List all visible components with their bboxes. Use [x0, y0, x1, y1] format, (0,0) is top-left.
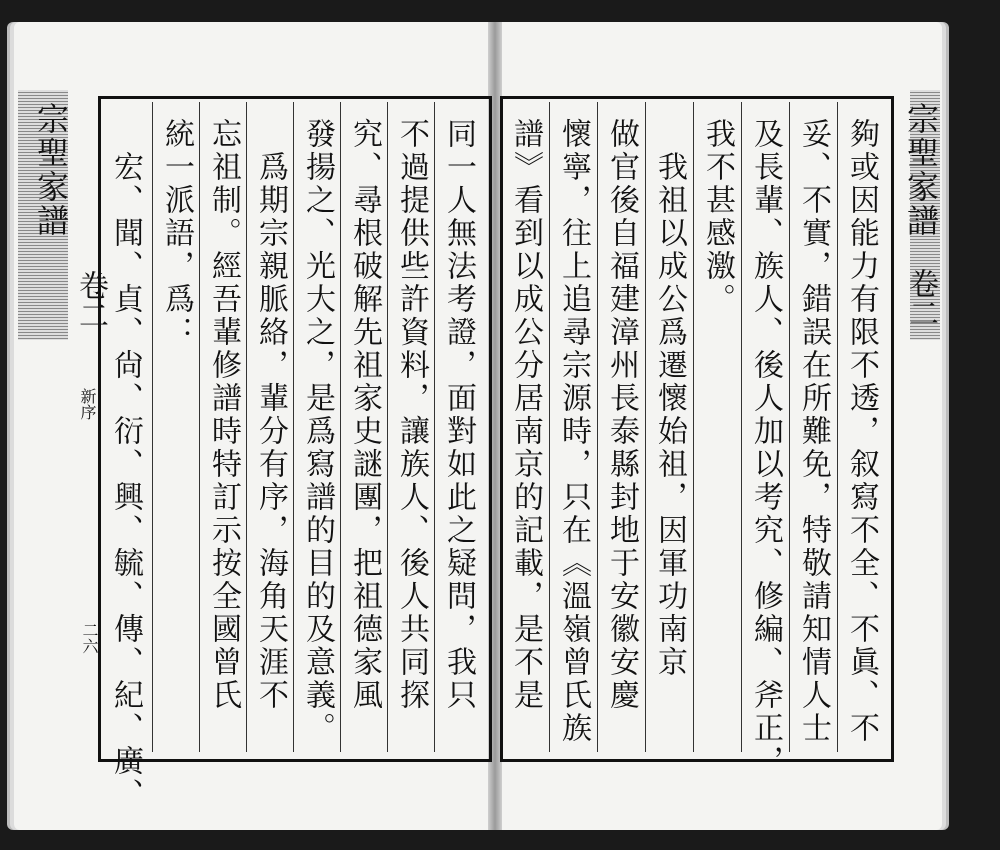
column-rule: [597, 102, 598, 752]
column-rule: [741, 102, 742, 752]
left-text-column-1: 同一人無法考證，面對如此之疑問，我只: [441, 118, 476, 712]
column-rule: [434, 102, 435, 752]
right-text-column-2: 妥、不實，錯誤在所難免，特敬請知情人士: [796, 118, 831, 745]
column-rule: [837, 102, 838, 752]
right-text-column-8: 譜》看到以成公分居南京的記載，是不是: [508, 118, 543, 712]
left-text-column-4: 發揚之、光大之，是爲寫譜的目的及意義。: [300, 118, 335, 745]
column-rule: [293, 102, 294, 752]
right-margin-title: 宗聖家譜: [902, 102, 940, 238]
left-section-label: 新序: [78, 388, 97, 420]
left-text-column-7: 統一派語，爲：: [159, 118, 194, 349]
left-text-column-5: 爲期宗親脈絡，輩分有序，海角天涯不: [253, 118, 288, 712]
right-text-column-3: 及長輩、族人、後人加以考究、修編、斧正，: [748, 118, 783, 778]
left-text-frame: [98, 96, 492, 762]
column-rule: [645, 102, 646, 752]
right-text-column-1: 夠或因能力有限不透，叙寫不全、不眞、不: [844, 118, 879, 745]
left-margin-title: 宗聖家譜: [32, 102, 70, 238]
left-page-number: 二六: [80, 622, 99, 654]
column-rule: [549, 102, 550, 752]
column-rule: [387, 102, 388, 752]
left-text-column-3: 究、尋根破解先祖家史謎團，把祖德家風: [347, 118, 382, 712]
column-rule: [340, 102, 341, 752]
right-text-column-5: 我祖以成公爲遷懷始祖，因軍功南京: [652, 118, 687, 679]
left-text-column-8: 宏、聞、貞、尙、衍、興、毓、傳、紀、廣、: [108, 118, 143, 811]
left-volume-label: 卷二: [73, 270, 108, 330]
right-text-column-7: 懷寧，往上追尋宗源時，只在《溫嶺曾氏族: [556, 118, 591, 745]
right-text-column-4: 我不甚感激。: [700, 118, 735, 316]
column-rule: [789, 102, 790, 752]
left-text-column-2: 不過提供些許資料，讓族人、後人共同探: [394, 118, 429, 712]
right-text-column-6: 做官後自福建漳州長泰縣封地于安徽安慶: [604, 118, 639, 712]
column-rule: [152, 102, 153, 752]
left-text-column-6: 忘祖制。經吾輩修譜時特訂示按全國曾氏: [206, 118, 241, 712]
column-rule: [693, 102, 694, 752]
column-rule: [246, 102, 247, 752]
column-rule: [199, 102, 200, 752]
right-volume-label: 卷二: [903, 268, 938, 328]
